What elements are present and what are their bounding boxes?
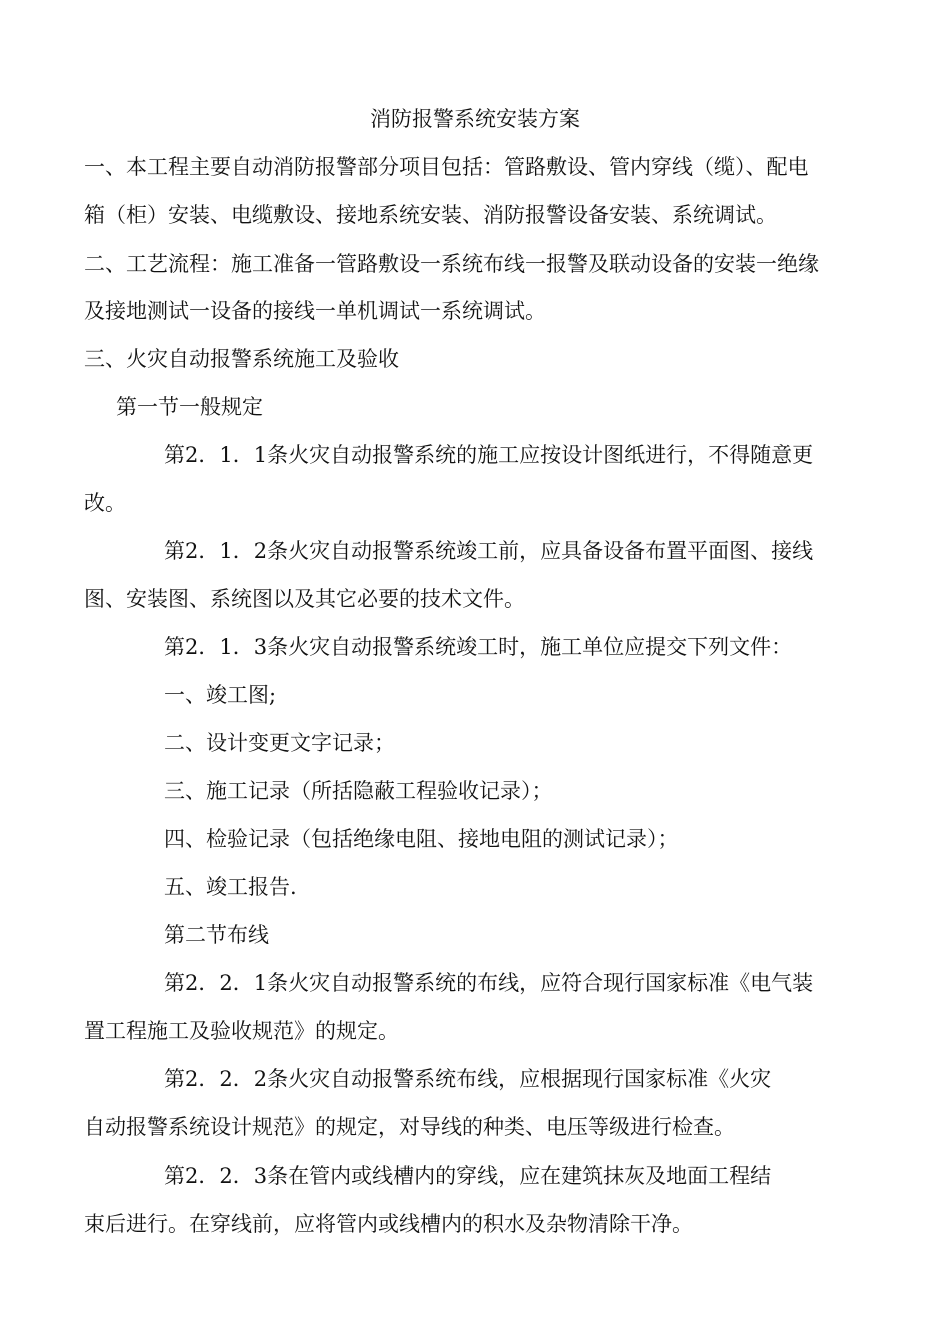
paragraph-line: 及接地测试一设备的接线一单机调试一系统调试。 [84,299,546,323]
paragraph-line: 第2．1．3条火灾自动报警系统竣工时，施工单位应提交下列文件： [164,635,793,659]
list-item: 三、施工记录（所括隐蔽工程验收记录）； [164,779,553,803]
paragraph-line: 一、本工程主要自动消防报警部分项目包括：管路敷设、管内穿线（缆）、配电 [84,155,809,179]
paragraph-line: 束后进行。在穿线前，应将管内或线槽内的积水及杂物清除干净。 [84,1212,693,1236]
subsection-heading: 第一节一般规定 [116,395,263,419]
subsection-heading: 第二节布线 [164,923,269,947]
paragraph-line: 置工程施工及验收规范》的规定。 [84,1019,399,1043]
paragraph-line: 箱（柜）安装、电缆敷设、接地系统安装、消防报警设备安装、系统调试。 [84,203,777,227]
paragraph-line: 第2．2．2条火灾自动报警系统布线，应根据现行国家标准《火灾 [164,1067,772,1091]
list-item: 四、检验记录（包括绝缘电阻、接地电阻的测试记录）； [164,827,679,851]
paragraph-line: 第2．2．1条火灾自动报警系统的布线，应符合现行国家标准《电气装 [164,971,814,995]
list-item: 一、竣工图; [164,683,277,707]
paragraph-line: 自动报警系统设计规范》的规定，对导线的种类、电压等级进行检查。 [84,1115,735,1139]
paragraph-line: 第2．2．3条在管内或线槽内的穿线，应在建筑抹灰及地面工程结 [164,1164,772,1188]
paragraph-line: 第2．1．2条火灾自动报警系统竣工前，应具备设备布置平面图、接线 [164,539,814,563]
paragraph-line: 二、工艺流程：施工准备一管路敷设一系统布线一报警及联动设备的安装一绝缘 [84,252,819,276]
section-heading: 三、火灾自动报警系统施工及验收 [84,347,399,371]
paragraph-line: 改。 [84,491,126,515]
list-item: 五、竣工报告. [164,875,297,899]
document-title: 消防报警系统安装方案 [370,107,580,131]
paragraph-line: 图、安装图、系统图以及其它必要的技术文件。 [84,587,525,611]
list-item: 二、设计变更文字记录； [164,731,395,755]
paragraph-line: 第2．1．1条火灾自动报警系统的施工应按设计图纸进行，不得随意更 [164,443,814,467]
